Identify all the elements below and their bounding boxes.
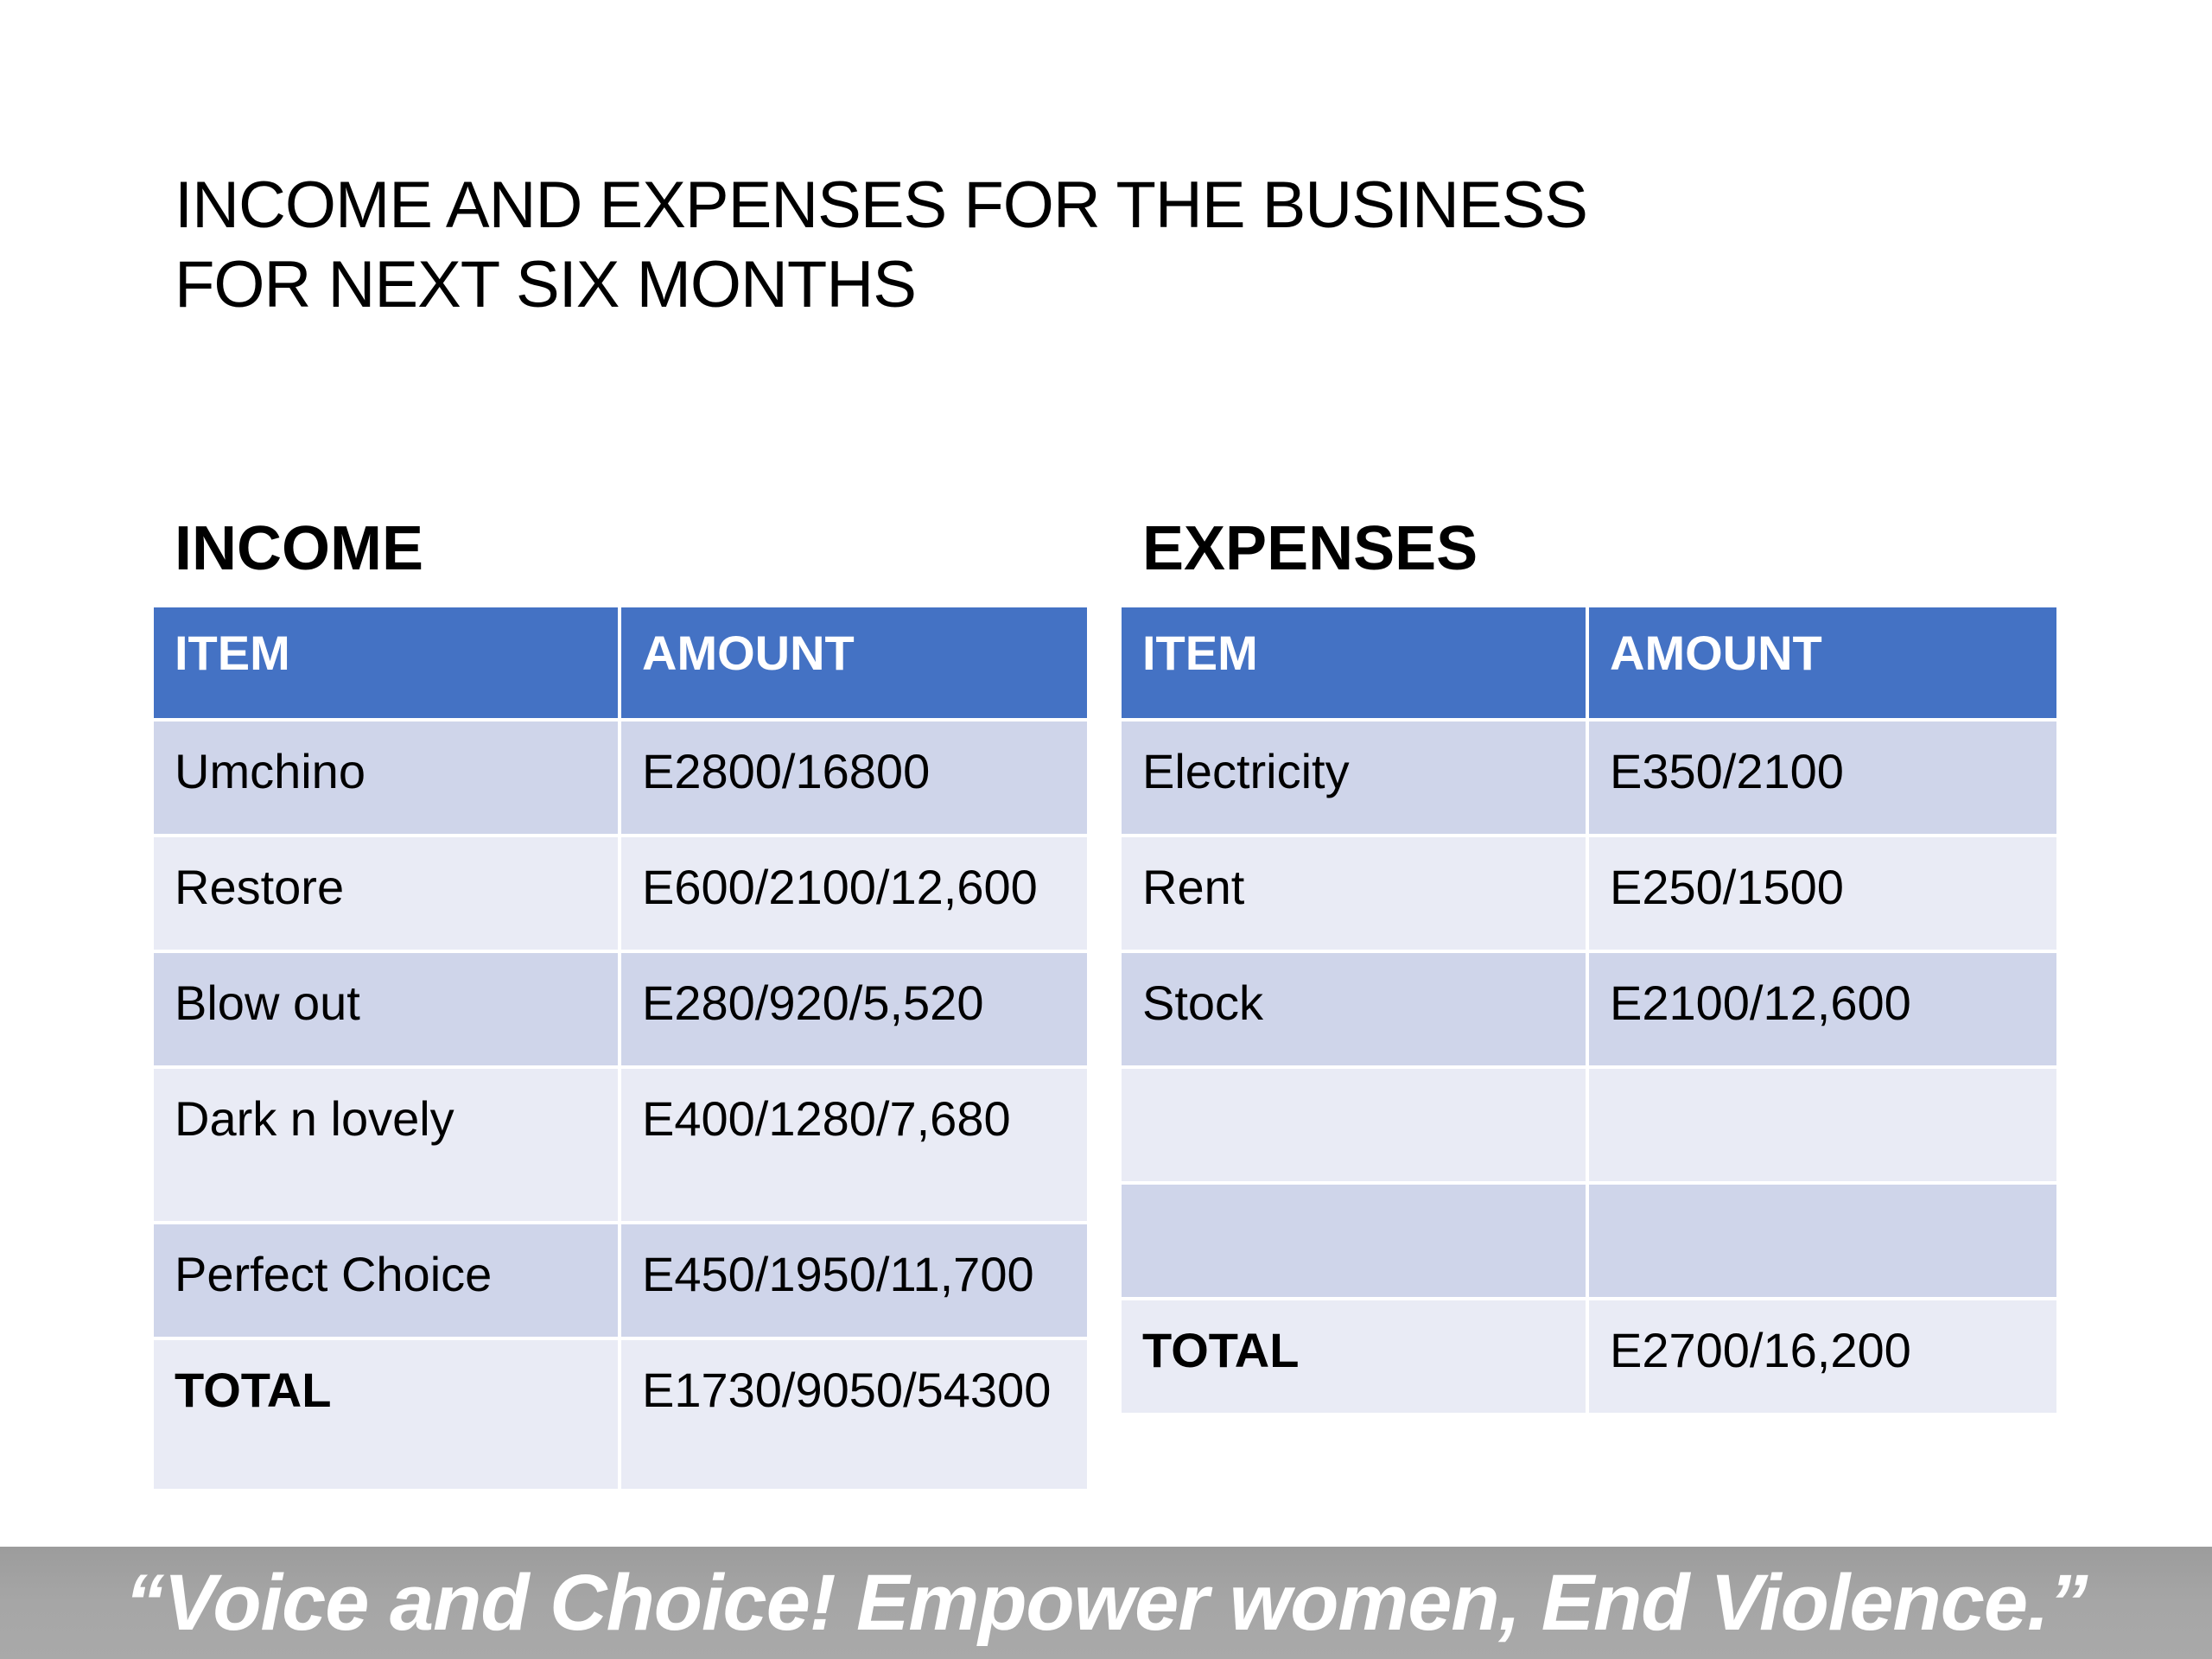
table-row [1122, 837, 2056, 950]
amount-cell: E280/920/5,520 [621, 953, 1087, 1065]
income-table [150, 604, 1090, 1492]
slide-title: INCOME AND EXPENSES FOR THE BUSINESS FOR NEXT SIX MONTHS [175, 168, 1587, 321]
amount-cell [1589, 1069, 2056, 1181]
total-row [154, 1340, 1087, 1489]
item-cell: Restore [154, 837, 618, 950]
item-cell [1122, 1185, 1586, 1297]
item-cell: Stock [1122, 953, 1586, 1065]
table-row [1122, 1069, 2056, 1181]
table-row [154, 953, 1087, 1065]
item-cell: Blow out [154, 953, 618, 1065]
item-cell: Electricity [1122, 721, 1586, 834]
column-header-amount: AMOUNT [621, 607, 1087, 718]
expenses-heading: EXPENSES [1142, 514, 1478, 583]
total-label: TOTAL [154, 1340, 618, 1489]
item-cell: Rent [1122, 837, 1586, 950]
amount-cell [1589, 1185, 2056, 1297]
column-header-amount: AMOUNT [1589, 607, 2056, 718]
table-row [154, 837, 1087, 950]
total-row [1122, 1300, 2056, 1413]
total-amount: E2700/16,200 [1589, 1300, 2056, 1413]
item-cell: Umchino [154, 721, 618, 834]
amount-cell: E250/1500 [1589, 837, 2056, 950]
amount-cell: E600/2100/12,600 [621, 837, 1087, 950]
income-heading: INCOME [175, 514, 423, 583]
item-cell [1122, 1069, 1586, 1181]
amount-cell: E400/1280/7,680 [621, 1069, 1087, 1221]
table-row [1122, 953, 2056, 1065]
total-label: TOTAL [1122, 1300, 1586, 1413]
table-row [154, 1224, 1087, 1337]
total-amount: E1730/9050/54300 [621, 1340, 1087, 1489]
table-row [154, 1069, 1087, 1221]
footer-slogan-banner: “Voice and Choice! Empower women, End Violence.” [0, 1547, 2212, 1659]
amount-cell: E2100/12,600 [1589, 953, 2056, 1065]
amount-cell: E350/2100 [1589, 721, 2056, 834]
amount-cell: E450/1950/11,700 [621, 1224, 1087, 1337]
column-header-item: ITEM [154, 607, 618, 718]
amount-cell: E2800/16800 [621, 721, 1087, 834]
table-row [1122, 1185, 2056, 1297]
expenses-table [1118, 604, 2060, 1416]
column-header-item: ITEM [1122, 607, 1586, 718]
table-row [154, 721, 1087, 834]
table-header-row [1122, 607, 2056, 718]
item-cell: Perfect Choice [154, 1224, 618, 1337]
table-row [1122, 721, 2056, 834]
table-header-row [154, 607, 1087, 718]
item-cell: Dark n lovely [154, 1069, 618, 1221]
